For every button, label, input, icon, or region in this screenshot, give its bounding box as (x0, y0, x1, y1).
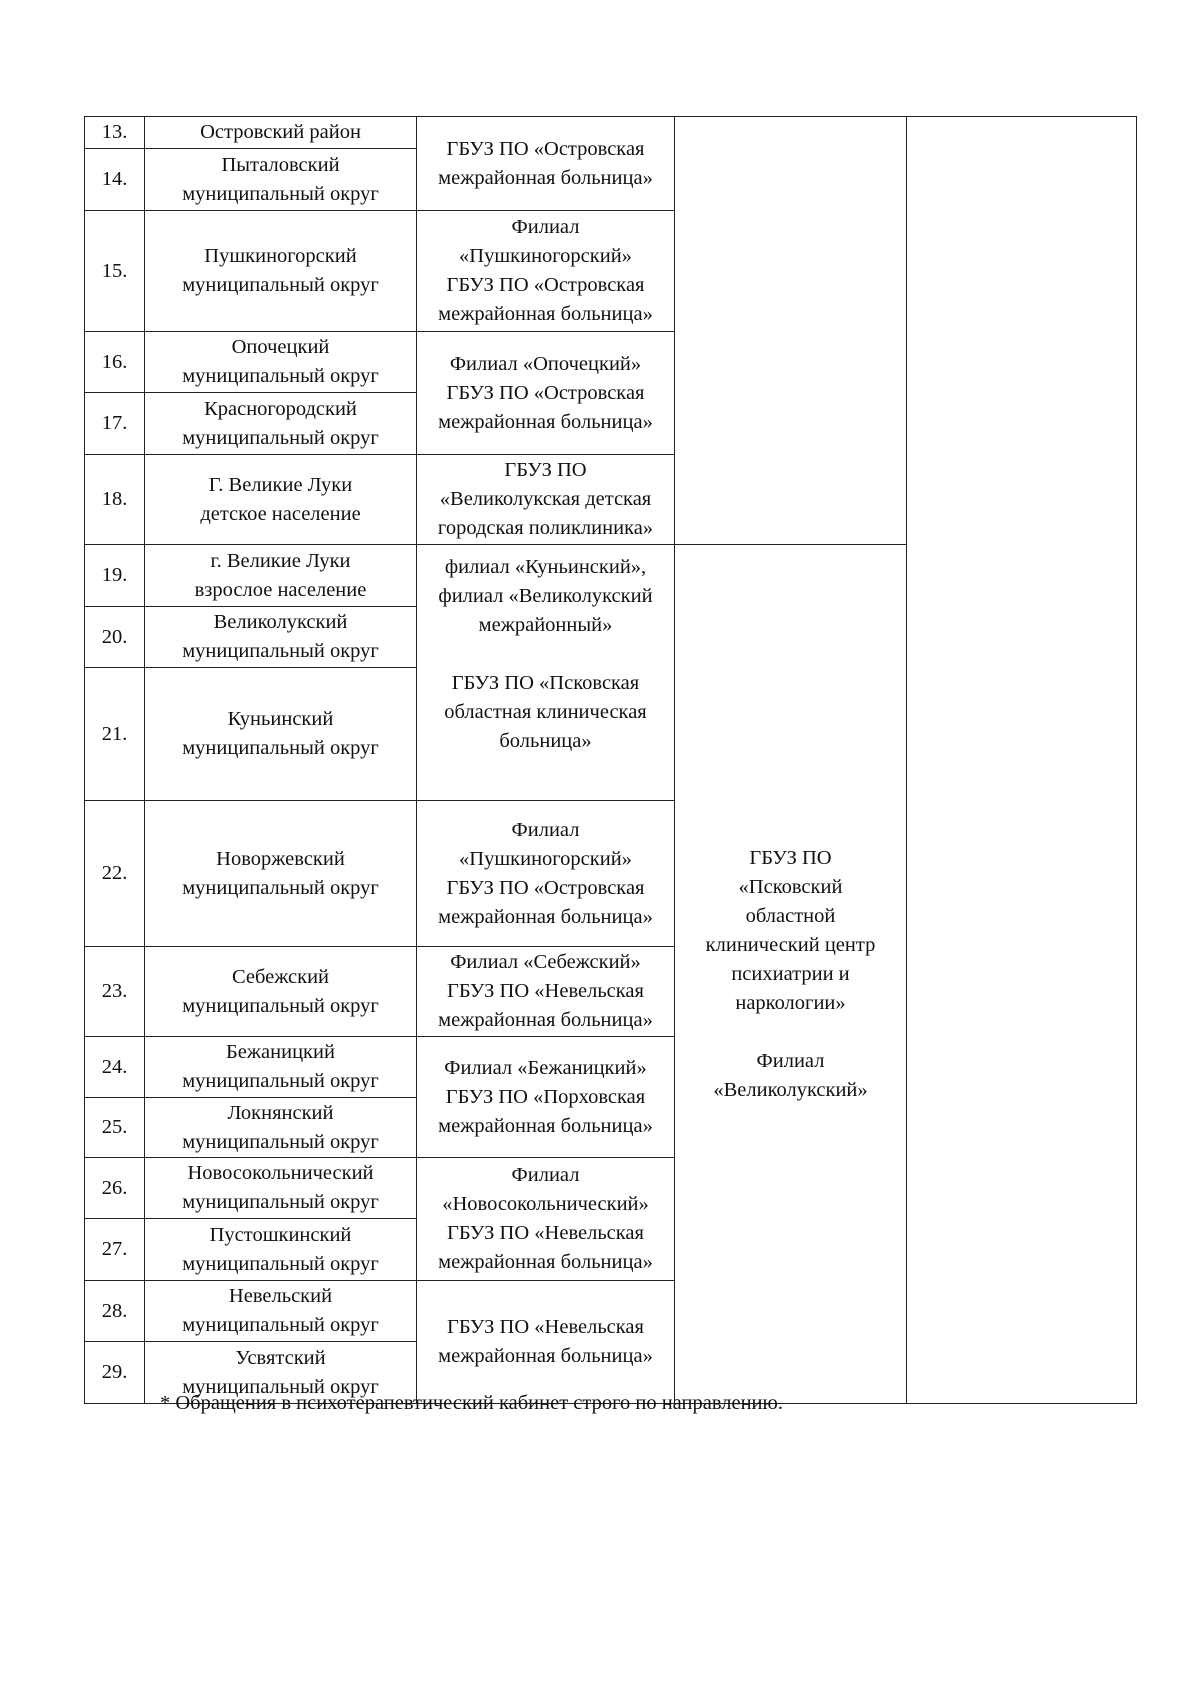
row-number: 19. (85, 545, 145, 607)
psych-cell-empty (675, 117, 907, 545)
district-name: Г. Великие Луки детское население (145, 455, 417, 545)
district-name: Красногородский муниципальный округ (145, 393, 417, 455)
hospital-cell: Филиал «Пушкиногорский» ГБУЗ ПО «Островская межрайонная больница» (417, 801, 675, 947)
row-number: 14. (85, 149, 145, 211)
hospital-cell: Филиал «Себежский» ГБУЗ ПО «Невельская межрайонная больница» (417, 947, 675, 1037)
district-name: Пушкиногорский муниципальный округ (145, 211, 417, 332)
hospital-cell: Филиал «Опочецкий» ГБУЗ ПО «Островская межрайонная больница» (417, 332, 675, 455)
row-number: 16. (85, 332, 145, 393)
district-name: Новосокольнический муниципальный округ (145, 1158, 417, 1219)
hospital-cell: ГБУЗ ПО «Островская межрайонная больница» (417, 117, 675, 211)
row-number: 26. (85, 1158, 145, 1219)
district-name: Себежский муниципальный округ (145, 947, 417, 1037)
districts-table (84, 116, 1137, 1404)
hospital-cell: Филиал «Бежаницкий» ГБУЗ ПО «Порховская межрайонная больница» (417, 1037, 675, 1158)
district-name: Усвятский муниципальный округ (145, 1342, 417, 1404)
district-name: Новоржевский муниципальный округ (145, 801, 417, 947)
hospital-cell: Филиал «Новосокольнический» ГБУЗ ПО «Невельская межрайонная больница» (417, 1158, 675, 1281)
row-number: 15. (85, 211, 145, 332)
extra-column-empty (907, 117, 1137, 1404)
district-name: Бежаницкий муниципальный округ (145, 1037, 417, 1098)
psych-center-cell: ГБУЗ ПО «Псковский областной клинический центр психиатрии и наркологии» Филиал «Великолукский» (675, 545, 907, 1404)
hospital-cell: Филиал «Пушкиногорский» ГБУЗ ПО «Островская межрайонная больница» (417, 211, 675, 332)
hospital-cell: ГБУЗ ПО «Великолукская детская городская поликлиника» (417, 455, 675, 545)
row-number: 27. (85, 1219, 145, 1281)
district-name: Локнянский муниципальный округ (145, 1098, 417, 1158)
row-number: 20. (85, 607, 145, 668)
row-number: 13. (85, 117, 145, 149)
footnote: * Обращения в психотерапевтический кабинет строго по направлению. (160, 1392, 783, 1414)
district-name: Пыталовский муниципальный округ (145, 149, 417, 211)
district-name: Островский район (145, 117, 417, 149)
row-number: 17. (85, 393, 145, 455)
district-name: Великолукский муниципальный округ (145, 607, 417, 668)
row-number: 18. (85, 455, 145, 545)
row-number: 22. (85, 801, 145, 947)
row-number: 29. (85, 1342, 145, 1404)
district-name: Куньинский муниципальный округ (145, 668, 417, 801)
hospital-cell: филиал «Куньинский», филиал «Великолукский межрайонный» ГБУЗ ПО «Псковская областная клиническая больница» (417, 545, 675, 801)
district-name: Опочецкий муниципальный округ (145, 332, 417, 393)
district-name: г. Великие Луки взрослое население (145, 545, 417, 607)
row-number: 23. (85, 947, 145, 1037)
row-number: 21. (85, 668, 145, 801)
row-number: 25. (85, 1098, 145, 1158)
district-name: Пустошкинский муниципальный округ (145, 1219, 417, 1281)
table-row (85, 117, 1137, 149)
row-number: 24. (85, 1037, 145, 1098)
row-number: 28. (85, 1281, 145, 1342)
district-name: Невельский муниципальный округ (145, 1281, 417, 1342)
hospital-cell: ГБУЗ ПО «Невельская межрайонная больница» (417, 1281, 675, 1404)
